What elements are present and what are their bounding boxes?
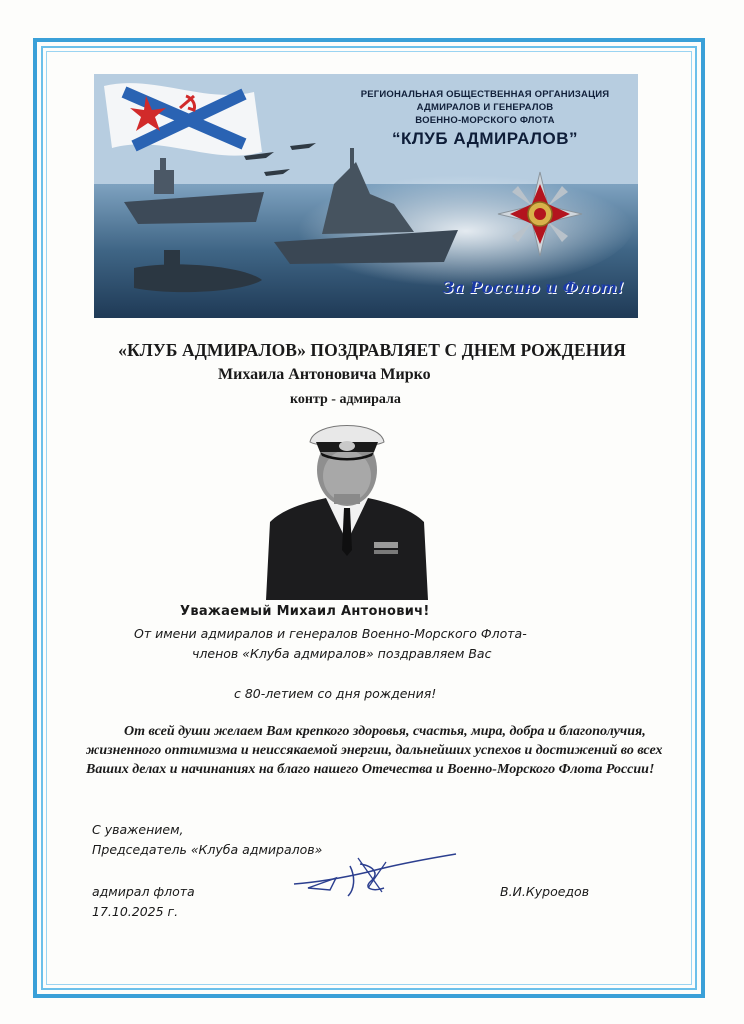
honoree-portrait	[264, 410, 430, 600]
honoree-rank: контр - адмирала	[290, 392, 401, 407]
signer-position: Председатель «Клуба адмиралов»	[92, 842, 323, 857]
handwritten-signature	[290, 848, 460, 905]
org-line-2: АДМИРАЛОВ И ГЕНЕРАЛОВ	[416, 102, 554, 113]
certificate-title: «КЛУБ АДМИРАЛОВ» ПОЗДРАВЛЯЕТ С ДНЕМ РОЖДЕНИЯ	[118, 340, 626, 360]
signer-name: В.И.Куроедов	[500, 884, 590, 899]
wishes-paragraph: От всей души желаем Вам крепкого здоровья, счастья, мира, добра и благополучия, жизненного оптимизма и неиссякаемой энергии, дальнейших успехов и достижений во всех Ваших делах и начинаниях на благо нашего Отечества и Военно-Морского Флота России!	[86, 724, 663, 777]
organization-name: “КЛУБ АДМИРАЛОВ”	[392, 129, 578, 148]
salutation: Уважаемый Михаил Антонович!	[180, 604, 430, 619]
document-date: 17.10.2025 г.	[92, 904, 179, 919]
portrait-photo	[264, 410, 430, 600]
regards-text: С уважением,	[92, 822, 184, 837]
greeting-line-1: От имени адмиралов и генералов Военно-Морского Флота-	[134, 626, 527, 641]
motto: За Россию и Флот!	[442, 278, 624, 297]
header-banner	[94, 74, 638, 318]
greeting-line-2: членов «Клуба адмиралов» поздравляем Вас	[192, 646, 492, 661]
honoree-name: Михаила Антоновича Мирко	[218, 366, 431, 383]
signer-rank: адмирал флота	[92, 884, 195, 899]
naval-flag-icon	[104, 83, 262, 156]
organization-heading	[344, 88, 626, 149]
org-line-1: РЕГИОНАЛЬНАЯ ОБЩЕСТВЕННАЯ ОРГАНИЗАЦИЯ	[360, 89, 610, 100]
org-line-3: ВОЕННО-МОРСКОГО ФЛОТА	[415, 115, 555, 126]
greeting-line-3: с 80-летием со дня рождения!	[234, 686, 437, 701]
